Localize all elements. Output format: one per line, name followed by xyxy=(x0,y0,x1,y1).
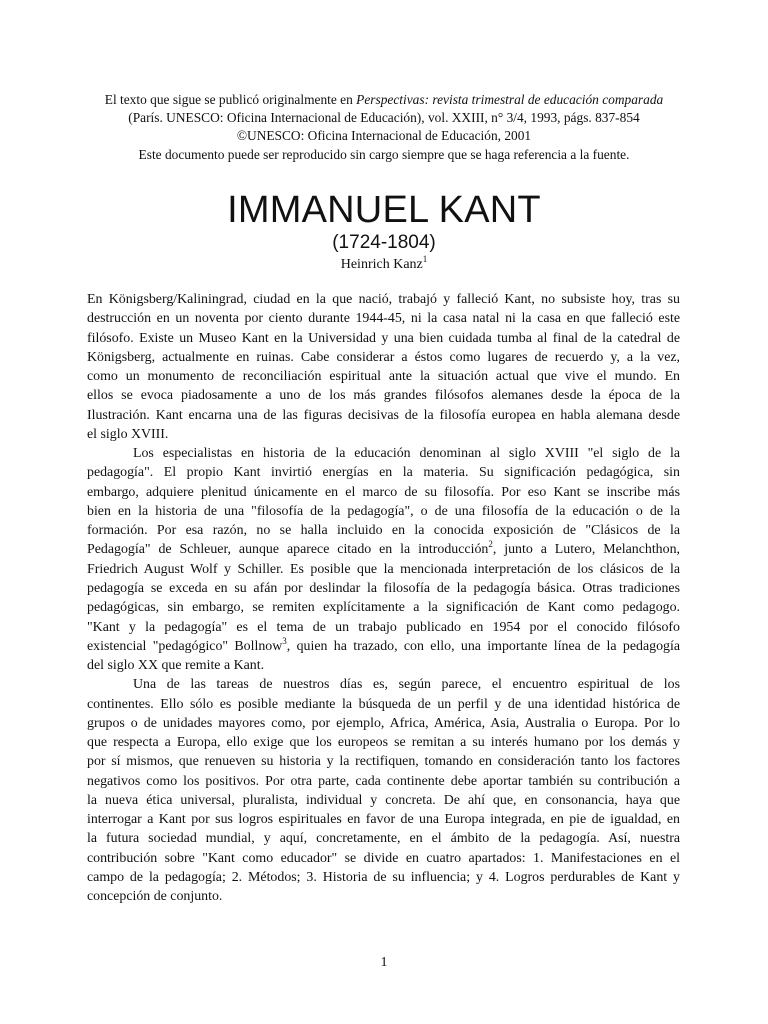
text-line: embargo, adquiere plenitud únicamente en el marco de su filosofía. Por eso Kant se inscribe más xyxy=(87,484,680,500)
text-line: del siglo XX que remite a Kant. xyxy=(87,658,265,674)
text-line: existencial "pedagógico" Bollnow$^3$, quien ha trazado, con ello, una importante línea de la pedagogía xyxy=(87,635,680,654)
footnote-marker: 3 xyxy=(282,635,287,646)
text-line: Una de las tareas de nuestros días es, según parece, el encuentro espiritual de los xyxy=(133,677,680,693)
text-line: la nueva ética universal, pluralista, individual y concreta. De ahí que, en consonancia, haya que xyxy=(87,792,680,808)
publication-note-line-2: (París. UNESCO: Oficina Internacional de Educación), vol. XXIII, n° 3/4, 1993, págs. 837-854 xyxy=(128,110,640,126)
text-line: contribución sobre "Kant como educador" se divide en cuatro apartados: 1. Manifestaciones en el xyxy=(87,850,680,866)
page-number: 1 xyxy=(380,955,388,970)
text-line: Ilustración. Kant encarna una de las figuras decisivas de la filosofía europea en habla alemana desde xyxy=(87,407,680,423)
text-line: campo de la pedagogía; 2. Métodos; 3. Historia de su influencia; y 4. Logros perdurables de Kant y xyxy=(87,869,680,885)
text-line: bien en la historia de una "filosofía de la pedagogía", o de una filosofía de la educación o de la xyxy=(87,503,680,519)
text-line: concepción de conjunto. xyxy=(87,889,223,905)
author-name: Heinrich Kanz xyxy=(340,257,423,272)
life-dates: (1724-1804) xyxy=(332,232,436,253)
text-line: formación. Por esa razón, no se halla incluido en la conocida exposición de "Clásicos de la xyxy=(87,523,680,539)
text-line: "Kant y la pedagogía" es el tema de un trabajo publicado en 1954 por el conocido filósofo xyxy=(87,619,680,635)
journal-title: Perspectivas: revista trimestral de educación comparada xyxy=(356,92,664,107)
document-title: IMMANUEL KANT xyxy=(227,189,541,231)
text-line: interrogar a Kant por sus logros espirituales en favor de una Europa integrada, en pie de igualdad, en xyxy=(87,812,680,828)
copyright-line: ©UNESCO: Oficina Internacional de Educación, 2001 xyxy=(236,128,532,144)
text-line: pedagogía". El propio Kant invirtió energías en la materia. Su significación pedagógica, sin xyxy=(87,465,680,481)
text-line: que respecta a Europa, ello exige que los europeos se remitan a su interés humano por los demás y xyxy=(87,735,680,751)
text-line: por sí mismos, que renueven su historia y la rectifiquen, tomando en consideración tanto los factores xyxy=(87,754,680,770)
text-line: pedagogía se exceda en su afán por deslindar la filosofía de la pedagogía básica. Otras tradiciones xyxy=(87,580,680,596)
text-line: destrucción en un noventa por ciento durante 1944-45, ni la casa natal ni la casa en que falleció este xyxy=(87,311,680,327)
article-body xyxy=(87,290,680,907)
author-line xyxy=(0,256,768,274)
text-line: negativos como los positivos. Por otra parte, cada continente debe aportar también su contribución a xyxy=(87,773,680,789)
text-line: como un monumento de reconciliación espiritual ante la situación actual que vive el mundo. En xyxy=(87,369,680,385)
text-line: Pedagogía" de Schleuer, aunque aparece citado en la introducción$^2$, junto a Lutero, Melanchthon, xyxy=(87,539,680,558)
text-line: En Königsberg/Kaliningrad, ciudad en la que nació, trabajó y falleció Kant, no subsiste hoy, tras su xyxy=(87,292,680,307)
reproduction-notice: Este documento puede ser reproducido sin cargo siempre que se haga referencia a la fuente. xyxy=(138,146,630,162)
text-line: Los especialistas en historia de la educación denominan al siglo XVIII "el siglo de la xyxy=(133,446,680,462)
footnote-marker: 1 xyxy=(422,254,428,264)
text-line: el siglo XVIII. xyxy=(87,426,169,442)
text-line: grupos o de unidades mayores como, por ejemplo, Africa, América, Asia, Australia o Europa. Por lo xyxy=(87,715,680,731)
text-line: continentes. Ello sólo es posible mediante la búsqueda de un perfil y de una identidad histórica de xyxy=(87,696,680,712)
publication-note xyxy=(40,91,728,164)
footnote-marker: 2 xyxy=(488,539,493,550)
text-line: filósofo. Existe un Museo Kant en la Universidad y una bien cuidada tumba al final de la catedral de xyxy=(87,330,680,346)
text-line: pedagógicas, sin embargo, se remiten explícitamente a la significación de Kant como pedagogo. xyxy=(87,600,680,616)
text-line: Königsberg, actualmente en ruinas. Cabe considerar a éstos como lugares de recuerdo y, a la vez, xyxy=(87,349,680,365)
publication-note-line-1: El texto que sigue se publicó originalmente en Perspectivas: revista trimestral de educación comparada xyxy=(104,92,664,107)
text-line: la futura sociedad mundial, y aquí, concretamente, en el ámbito de la pedagogía. Así, nuestra xyxy=(87,831,680,847)
text-line: Friedrich August Wolf y Schiller. Es posible que la mencionada interpretación de los clásicos de la xyxy=(87,561,680,577)
text-line: ellos se evoca piadosamente a uno de los más grandes filósofos alemanes desde la época de la xyxy=(87,388,680,404)
